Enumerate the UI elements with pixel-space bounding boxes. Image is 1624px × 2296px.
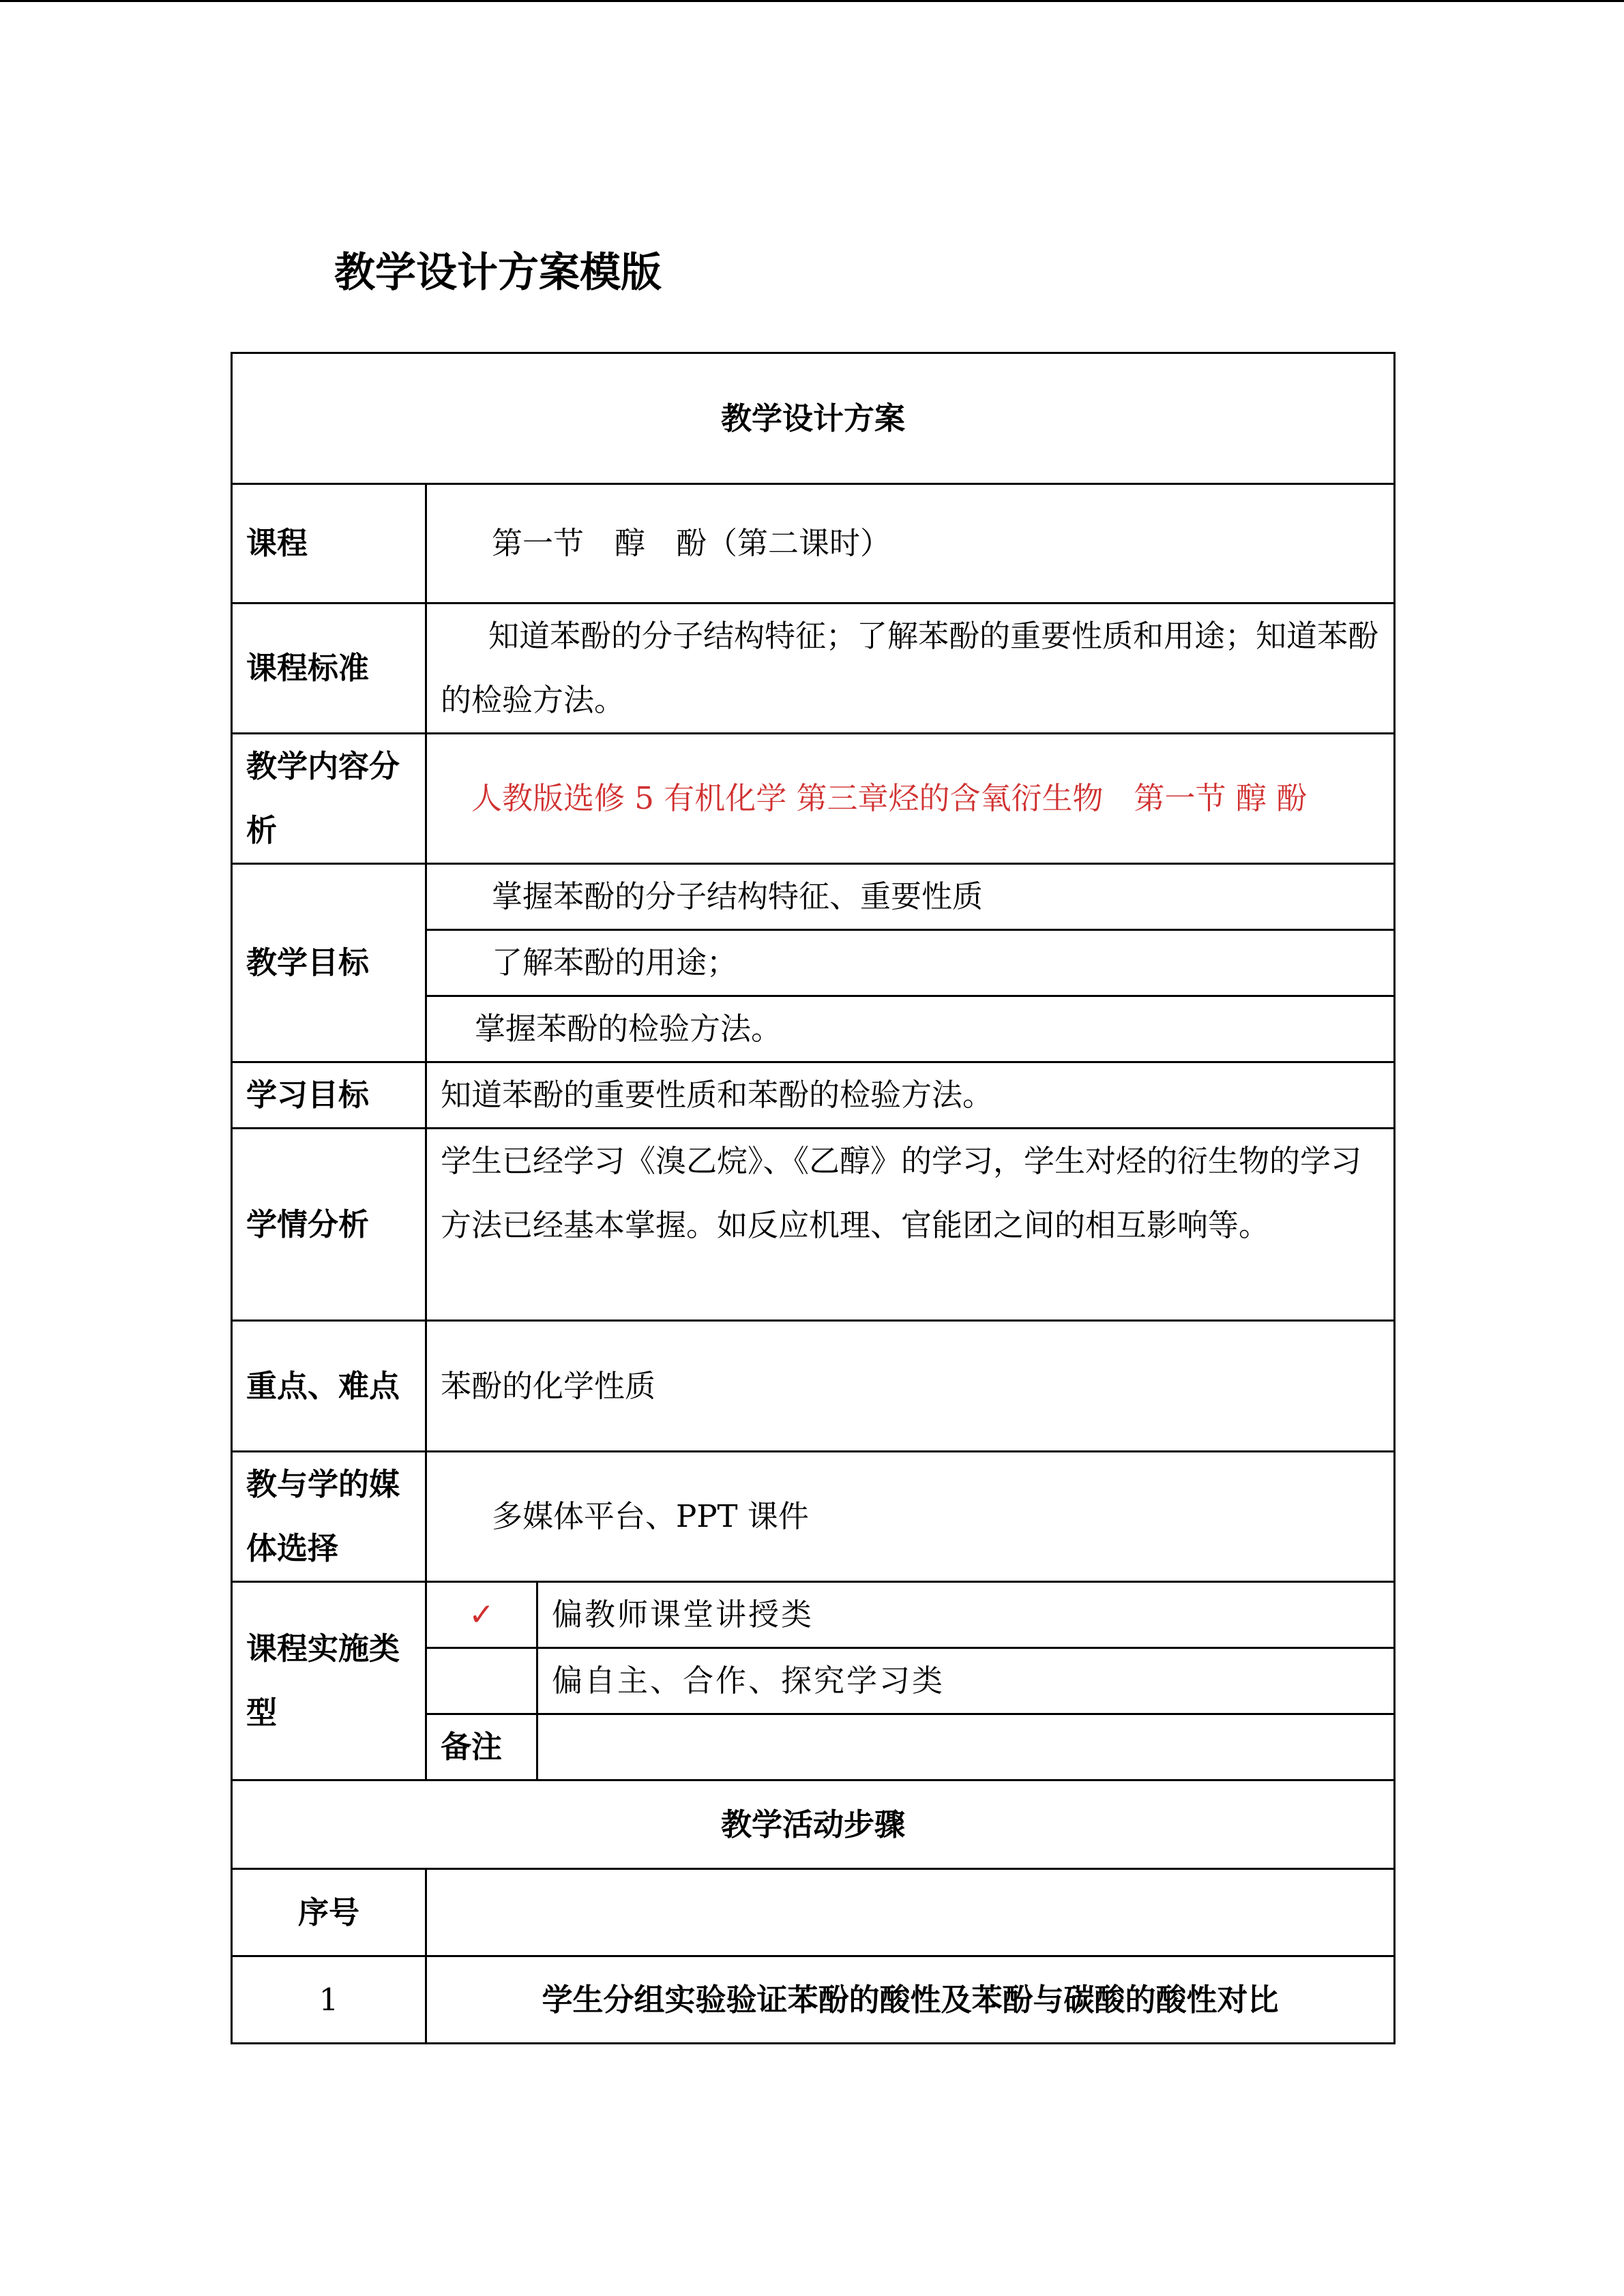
empty-check-cell (426, 1648, 537, 1714)
table-row (232, 1780, 1395, 1869)
activity-header: 教学活动步骤 (232, 1780, 1395, 1869)
table-row (232, 1452, 1395, 1582)
student-analysis-label: 学情分析 (232, 1129, 426, 1321)
table-row (232, 734, 1395, 864)
table-row (232, 1062, 1395, 1129)
student-analysis-value: 学生已经学习《溴乙烷》、《乙醇》的学习，学生对烃的衍生物的学习方法已经基本掌握。如反应机理、官能团之间的相互影响等。 (426, 1129, 1395, 1321)
document-title: 教学设计方案模版 (334, 249, 662, 297)
teaching-plan-table (231, 352, 1396, 2044)
teaching-goal-item: 掌握苯酚的检验方法。 (426, 996, 1395, 1062)
remark-label: 备注 (426, 1714, 537, 1780)
course-value: 第一节 醇 酚（第二课时） (426, 484, 1395, 603)
sequence-label: 序号 (232, 1869, 426, 1956)
implementation-label: 课程实施类型 (232, 1582, 426, 1780)
table-header: 教学设计方案 (232, 353, 1395, 484)
teaching-goals-label: 教学目标 (232, 864, 426, 1062)
table-row (232, 603, 1395, 734)
remark-value (537, 1714, 1395, 1780)
step-text: 学生分组实验验证苯酚的酸性及苯酚与碳酸的酸性对比 (426, 1956, 1395, 2044)
page-top-border (0, 0, 1624, 2)
step-number: 1 (232, 1956, 426, 2044)
implementation-option-2: 偏自主、合作、探究学习类 (537, 1648, 1395, 1714)
course-label: 课程 (232, 484, 426, 603)
table-row (232, 864, 1395, 930)
learning-goals-value: 知道苯酚的重要性质和苯酚的检验方法。 (426, 1062, 1395, 1129)
table-row (232, 1321, 1395, 1452)
check-mark-icon: ✓ (426, 1582, 537, 1648)
table-row (232, 1582, 1395, 1648)
teaching-goal-item: 掌握苯酚的分子结构特征、重要性质 (426, 864, 1395, 930)
table-row (232, 1956, 1395, 2044)
learning-goals-label: 学习目标 (232, 1062, 426, 1129)
sequence-value (426, 1869, 1395, 1956)
table-row (232, 353, 1395, 484)
table-row (232, 1869, 1395, 1956)
media-value: 多媒体平台、PPT 课件 (426, 1452, 1395, 1582)
media-label: 教与学的媒体选择 (232, 1452, 426, 1582)
key-points-label: 重点、难点 (232, 1321, 426, 1452)
key-points-value: 苯酚的化学性质 (426, 1321, 1395, 1452)
implementation-option-1: 偏教师课堂讲授类 (537, 1582, 1395, 1648)
table-row (232, 484, 1395, 603)
standard-label: 课程标准 (232, 603, 426, 734)
standard-value: 知道苯酚的分子结构特征；了解苯酚的重要性质和用途；知道苯酚的检验方法。 (426, 603, 1395, 734)
teaching-goal-item: 了解苯酚的用途； (426, 930, 1395, 996)
table-row (232, 1129, 1395, 1321)
content-analysis-label: 教学内容分析 (232, 734, 426, 864)
content-analysis-value: 人教版选修 5 有机化学 第三章烃的含氧衍生物 第一节 醇 酚 (426, 734, 1395, 864)
